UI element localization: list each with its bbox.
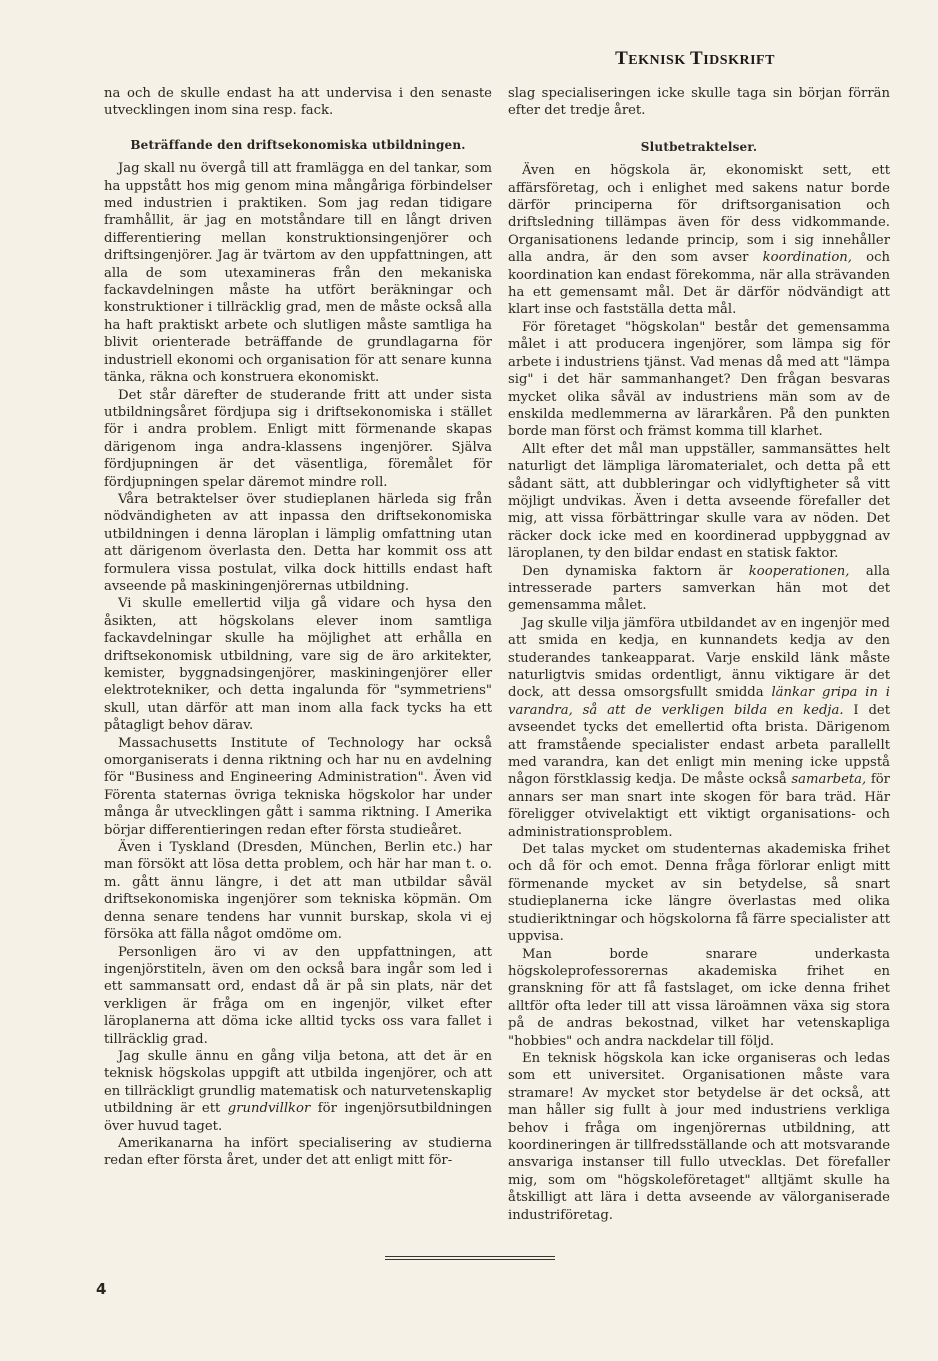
right-paragraph-7: Man borde snarare underkasta högskoleprofessorernas akademiska frihet en granskning för att få fastslaget, om icke denna frihet alltför ofta leder till att vissa läroämnen växa sig stora på de andras bekostnad, vilket har vetenskapliga "hobbies" och andra nackdelar till följd.	[508, 946, 890, 1049]
left-paragraph-3: Våra betraktelser över studieplanen härleda sig från nödvändigheten av att inpassa den driftsekonomiska utbildningen i denna läroplan i lämplig omfattning utan att därigenom överlasta den. Detta har kommit oss att formulera vissa postulat, vilka dock hittills endast haft avseende på maskiningenjörernas utbildning.	[104, 491, 492, 594]
left-intro-paragraph: na och de skulle endast ha att undervisa i den senaste utvecklingen inom sina resp. fack.	[104, 86, 492, 119]
left-column	[104, 85, 492, 1170]
section-heading-driftsekonomisk: Beträffande den driftsekonomiska utbildningen.	[130, 137, 466, 152]
left-paragraph-8-text-end: för ingenjörsutbildningen över huvud taget.	[104, 1101, 492, 1134]
left-paragraph-6: Även i Tyskland (Dresden, München, Berlin etc.) har man försökt att lösa detta problem, och här har man t. o. m. gått ännu längre, i det att man utbildar såväl driftsekonomiska ingenjörer som tekniska köpmän. Om denna senare tendens har vunnit burskap, skola vi ej försöka att fälla något omdöme om.	[104, 840, 492, 943]
right-intro-paragraph: slag specialiseringen icke skulle taga sin början förrän efter det tredje året.	[508, 86, 890, 119]
right-paragraph-2: För företaget "högskolan" består det gemensamma målet i att producera ingenjörer, som lämpa sig för arbete i industriens tjänst. Vad menas då med att "lämpa sig" i det här sammanhanget? Den frågan besvaras mycket olika såväl av industriens män som av de enskilda medlemmerna av lärarkåren. På den punkten borde man först och främst komma till klarhet.	[508, 319, 890, 440]
right-paragraph-1-text-end: och koordination kan endast förekomma, när alla strävanden ha ett gemensamt mål. Det är därför nödvändigt att klart inse och fastställa detta mål.	[508, 250, 890, 318]
right-paragraph-8: En teknisk högskola kan icke organiseras och ledas som ett universitet. Organisationen måste vara stramare! Av mycket stor betydelse är det också, att man håller sig fullt à jour med industriens verkliga behov i fråga om ingenjörernas utbildning, att koordineringen är tillfredsställande och att motsvarande ansvariga instanser till fullo utvecklas. Det förefaller mig, som om "högskoleföretaget" alltjämt skulle ha åtskilligt att lära i detta avseende av välorganiserade industriföretag.	[508, 1050, 890, 1223]
right-paragraph-5	[508, 615, 890, 841]
masthead-initial-1: T	[615, 48, 629, 69]
right-column	[508, 85, 890, 1224]
right-paragraph-1-emphasis: koordination,	[762, 250, 852, 266]
page-number: 4	[96, 1280, 107, 1298]
right-paragraph-5-text-mid: I det avseendet tycks det emellertid ofta brista. Därigenom att framstående specialister endast arbeta parallellt med varandra, kan det enligt min mening icke uppstå någon förstklassig kedja. De måste också	[508, 702, 890, 788]
right-paragraph-5-emphasis-2: samarbeta,	[791, 772, 867, 788]
masthead-word-1: EKNISK	[628, 53, 686, 68]
left-paragraph-4: Vi skulle emellertid vilja gå vidare och hysa den åsikten, att högskolans elever inom samtliga fackavdelningar skulle ha möjlighet att erhålla en driftsekonomisk utbildning, vare sig de äro arkitekter, kemister, byggnadsingenjörer, maskiningenjörer eller elektrotekniker, och detta ingalunda för "symmetriens" skull, utan därför att man inom alla fack tycks ha ett påtagligt behov därav.	[104, 596, 492, 734]
left-paragraph-5: Massachusetts Institute of Technology har också omorganiserats i denna riktning och har nu en avdelning för "Business and Engineering Administration". Även vid Förenta staternas övriga tekniska högskolor har under många år utvecklingen gått i samma riktning. I Amerika börjar differentieringen redan efter första studieåret.	[104, 735, 492, 838]
right-paragraph-4	[508, 563, 890, 615]
right-paragraph-3: Allt efter det mål man uppställer, sammansättes helt naturligt det lämpliga läromaterialet, och detta på ett sådant sätt, att dubbleringar och vidlyftigheter så vitt möjligt undvikas. Även i detta avseende förefaller det mig, att vissa förbättringar skulle vara av nöden. Det räcker dock icke med en koordinerad uppbyggnad av läroplanen, ty den bildar endast en statisk faktor.	[508, 441, 890, 562]
end-of-article-rule	[385, 1256, 555, 1260]
right-paragraph-5-text-end: för annars ser man snart inte skogen för bara träd. Här föreligger otvivelaktigt ett viktigt organisations- och administrationsproblem.	[508, 772, 890, 840]
left-paragraph-2: Det står därefter de studerande fritt att under sista utbildningsåret fördjupa sig i driftsekonomiska i stället för i andra problem. Enligt mitt förmenande skapas därigenom inga andra-klassens ingenjörer. Själva fördjupningen är det väsentliga, föremålet för fördjupningen spelar däremot mindre roll.	[104, 387, 492, 490]
right-paragraph-1	[508, 162, 890, 319]
left-paragraph-8-text: Jag skulle ännu en gång vilja betona, att det är en teknisk högskolas uppgift att utbilda ingenjörer, och att en tillräckligt grundlig matematisk och naturvetenskaplig utbildning är ett	[104, 1048, 492, 1117]
section-heading-slutbetraktelser: Slutbetraktelser.	[640, 139, 758, 154]
right-paragraph-4-emphasis: kooperationen,	[748, 563, 850, 579]
masthead-initial-2: T	[690, 48, 704, 69]
left-paragraph-7: Personligen äro vi av den uppfattningen, att ingenjörstiteln, även om den också bara ingår som led i ett sammansatt ord, endast då är på sin plats, när det verkligen är fråga om en ingenjör, vilket efter läroplanerna att döma icke alltid tycks oss vara fallet i tillräcklig grad.	[104, 944, 492, 1047]
right-paragraph-6: Det talas mycket om studenternas akademiska frihet och då för och emot. Denna fråga förlorar enligt mitt förmenande mycket av sin betydelse, så snart studieplanerna icke längre överlastas med olika studieriktningar och högskolorna få färre specialister att uppvisa.	[508, 842, 890, 945]
left-paragraph-8	[104, 1048, 492, 1135]
left-paragraph-1: Jag skall nu övergå till att framlägga en del tankar, som ha uppstått hos mig genom mina mångåriga förbindelser med industrien i praktiken. Som jag redan tidigare framhållit, är jag en motståndare till en långt driven differentiering mellan konstruktionsingenjörer och driftsingenjörer. Jag är tvärtom av den uppfattningen, att alla de som utexamineras från den mekaniska fackavdelningen måste ha utfört beräkningar och konstruktioner i tillräcklig grad, men de måste också alla ha haft praktiskt arbete och slutligen måste samtliga ha blivit orienterade beträffande de grundlagarna för industriell ekonomi och organisation för att senare kunna tänka, räkna och konstruera ekonomiskt.	[104, 161, 492, 386]
journal-masthead	[505, 48, 885, 70]
right-paragraph-4-text: Den dynamiska faktorn är	[522, 563, 749, 579]
left-paragraph-9: Amerikanarna ha infört specialisering av studierna redan efter första året, under det att enligt mitt för-	[104, 1135, 492, 1169]
right-paragraph-5-emphasis: länkar gripa in i varandra, så att de verkligen bilda en kedja.	[508, 685, 890, 718]
right-paragraph-5-text: Jag skulle vilja jämföra utbildandet av en ingenjör med att smida en kedja, en kunnandets kedja av den studerandes tankeapparat. Varje enskild länk måste naturligtvis smidas ordentligt, ännu viktigare är det dock, att dessa omsorgsfullt smidda	[508, 615, 890, 701]
left-paragraph-8-emphasis: grundvillkor	[227, 1101, 311, 1117]
masthead-word-2: IDSKRIFT	[703, 53, 775, 68]
right-paragraph-4-text-end: alla intresserade parters samverkan hän mot det gemensamma målet.	[508, 563, 890, 614]
right-paragraph-1-text: Även en högskola är, ekonomiskt sett, ett affärsföretag, och i enlighet med sakens natur borde därför principerna för driftsorganisation och driftsledning tillämpas även för dess vidkommande. Organisationens ledande princip, som i sig innehåller alla andra, är den som avser	[508, 163, 890, 266]
